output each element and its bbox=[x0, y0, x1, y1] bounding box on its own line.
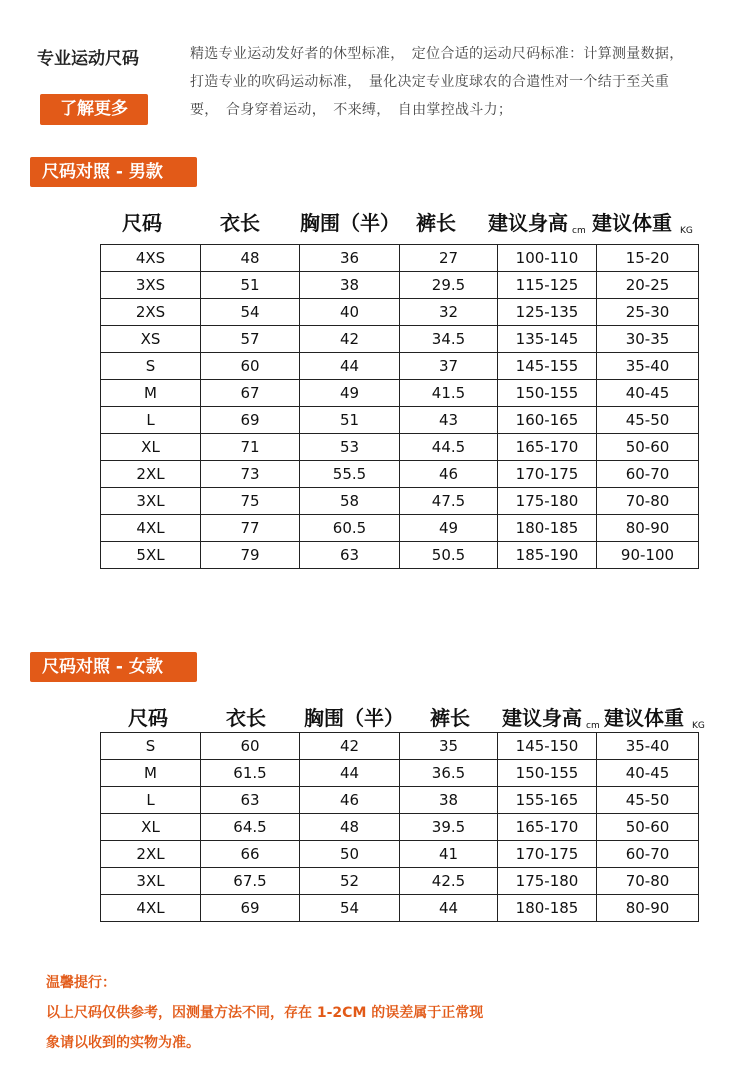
table-cell: 57 bbox=[201, 326, 300, 353]
table-cell: 44 bbox=[400, 895, 498, 922]
table-cell: 125-135 bbox=[498, 299, 597, 326]
table-cell: 63 bbox=[201, 787, 300, 814]
men-col-height-label: 建议身高 bbox=[488, 211, 568, 235]
table-row bbox=[101, 814, 699, 841]
table-cell: 34.5 bbox=[400, 326, 498, 353]
table-cell: 71 bbox=[201, 434, 300, 461]
table-cell: 145-155 bbox=[498, 353, 597, 380]
table-cell: XL bbox=[101, 814, 201, 841]
table-cell: 29.5 bbox=[400, 272, 498, 299]
women-col-pants: 裤长 bbox=[430, 706, 470, 730]
men-section-label: 尺码对照 - 男款 bbox=[30, 157, 197, 187]
table-row bbox=[101, 760, 699, 787]
men-col-size: 尺码 bbox=[122, 211, 162, 235]
women-col-length: 衣长 bbox=[226, 706, 266, 730]
table-cell: 64.5 bbox=[201, 814, 300, 841]
table-row bbox=[101, 353, 699, 380]
table-cell: 67.5 bbox=[201, 868, 300, 895]
learn-more-button[interactable]: 了解更多 bbox=[40, 94, 148, 125]
table-cell: 40 bbox=[300, 299, 400, 326]
table-cell: 60 bbox=[201, 733, 300, 760]
men-col-weight bbox=[592, 207, 693, 236]
table-cell: 4XL bbox=[101, 515, 201, 542]
men-col-length: 衣长 bbox=[220, 211, 260, 235]
table-cell: 2XL bbox=[101, 461, 201, 488]
tips-line: 象请以收到的实物为准。 bbox=[46, 1035, 200, 1051]
table-cell: 41 bbox=[400, 841, 498, 868]
table-cell: 175-180 bbox=[498, 868, 597, 895]
table-cell: 60-70 bbox=[597, 461, 699, 488]
page-title: 专业运动尺码 bbox=[37, 49, 139, 69]
table-cell: 60 bbox=[201, 353, 300, 380]
intro-text bbox=[190, 40, 710, 124]
table-cell: 77 bbox=[201, 515, 300, 542]
intro-line: 要， 合身穿着运动， 不来缚， 自由掌控战斗力； bbox=[190, 102, 513, 118]
table-row bbox=[101, 733, 699, 760]
table-cell: 35-40 bbox=[597, 353, 699, 380]
table-cell: 75 bbox=[201, 488, 300, 515]
table-cell: 44 bbox=[300, 760, 400, 787]
table-cell: 43 bbox=[400, 407, 498, 434]
table-row bbox=[101, 245, 699, 272]
table-cell: 25-30 bbox=[597, 299, 699, 326]
table-cell: 66 bbox=[201, 841, 300, 868]
table-cell: 45-50 bbox=[597, 787, 699, 814]
table-cell: 70-80 bbox=[597, 868, 699, 895]
women-col-weight-label: 建议体重 bbox=[604, 706, 684, 730]
table-cell: 36.5 bbox=[400, 760, 498, 787]
table-row bbox=[101, 272, 699, 299]
table-cell: 42 bbox=[300, 326, 400, 353]
table-cell: 41.5 bbox=[400, 380, 498, 407]
table-row bbox=[101, 841, 699, 868]
table-cell: 44 bbox=[300, 353, 400, 380]
women-col-chest: 胸围（半） bbox=[304, 706, 404, 730]
table-cell: 44.5 bbox=[400, 434, 498, 461]
men-col-height bbox=[488, 207, 586, 236]
table-cell: L bbox=[101, 407, 201, 434]
women-size-table bbox=[100, 732, 699, 922]
table-cell: 4XL bbox=[101, 895, 201, 922]
table-cell: 165-170 bbox=[498, 814, 597, 841]
table-cell: 55.5 bbox=[300, 461, 400, 488]
table-row bbox=[101, 515, 699, 542]
table-cell: 32 bbox=[400, 299, 498, 326]
table-cell: 38 bbox=[400, 787, 498, 814]
men-col-pants: 裤长 bbox=[416, 211, 456, 235]
table-cell: 58 bbox=[300, 488, 400, 515]
table-cell: L bbox=[101, 787, 201, 814]
table-cell: 180-185 bbox=[498, 515, 597, 542]
table-cell: 36 bbox=[300, 245, 400, 272]
table-row bbox=[101, 787, 699, 814]
table-cell: 4XS bbox=[101, 245, 201, 272]
table-cell: 69 bbox=[201, 895, 300, 922]
table-row bbox=[101, 299, 699, 326]
table-cell: 3XL bbox=[101, 488, 201, 515]
table-cell: 47.5 bbox=[400, 488, 498, 515]
men-col-chest: 胸围（半） bbox=[300, 211, 400, 235]
table-cell: 46 bbox=[300, 787, 400, 814]
table-cell: 54 bbox=[201, 299, 300, 326]
table-cell: 49 bbox=[300, 380, 400, 407]
table-cell: 42.5 bbox=[400, 868, 498, 895]
table-row bbox=[101, 407, 699, 434]
table-cell: 35 bbox=[400, 733, 498, 760]
table-row bbox=[101, 868, 699, 895]
table-cell: 35-40 bbox=[597, 733, 699, 760]
table-cell: 2XS bbox=[101, 299, 201, 326]
table-cell: 61.5 bbox=[201, 760, 300, 787]
table-cell: 60.5 bbox=[300, 515, 400, 542]
women-col-height-label: 建议身高 bbox=[502, 706, 582, 730]
table-row bbox=[101, 895, 699, 922]
table-cell: XS bbox=[101, 326, 201, 353]
table-cell: 80-90 bbox=[597, 515, 699, 542]
table-cell: 79 bbox=[201, 542, 300, 569]
table-cell: 20-25 bbox=[597, 272, 699, 299]
table-cell: 175-180 bbox=[498, 488, 597, 515]
table-cell: 48 bbox=[201, 245, 300, 272]
table-cell: 135-145 bbox=[498, 326, 597, 353]
table-cell: 70-80 bbox=[597, 488, 699, 515]
table-cell: 73 bbox=[201, 461, 300, 488]
women-weight-unit: KG bbox=[692, 721, 705, 731]
tips-title: 温馨提行： bbox=[46, 975, 116, 991]
table-cell: 90-100 bbox=[597, 542, 699, 569]
table-cell: M bbox=[101, 380, 201, 407]
table-cell: 40-45 bbox=[597, 760, 699, 787]
table-row bbox=[101, 380, 699, 407]
table-cell: 38 bbox=[300, 272, 400, 299]
women-col-weight bbox=[604, 702, 705, 731]
table-cell: 27 bbox=[400, 245, 498, 272]
table-cell: 48 bbox=[300, 814, 400, 841]
women-height-unit: cm bbox=[586, 721, 600, 731]
table-row bbox=[101, 326, 699, 353]
table-cell: 67 bbox=[201, 380, 300, 407]
men-size-table bbox=[100, 244, 699, 569]
table-cell: S bbox=[101, 733, 201, 760]
table-cell: XL bbox=[101, 434, 201, 461]
table-cell: 63 bbox=[300, 542, 400, 569]
table-cell: 80-90 bbox=[597, 895, 699, 922]
table-cell: 150-155 bbox=[498, 380, 597, 407]
table-cell: 170-175 bbox=[498, 841, 597, 868]
table-cell: 50-60 bbox=[597, 434, 699, 461]
men-col-weight-label: 建议体重 bbox=[592, 211, 672, 235]
table-cell: 50.5 bbox=[400, 542, 498, 569]
table-cell: M bbox=[101, 760, 201, 787]
table-cell: 40-45 bbox=[597, 380, 699, 407]
tips-line: 以上尺码仅供参考，因测量方法不同，存在 1-2CM 的误差属于正常现 bbox=[46, 1005, 484, 1021]
table-cell: 37 bbox=[400, 353, 498, 380]
table-cell: 170-175 bbox=[498, 461, 597, 488]
table-cell: 52 bbox=[300, 868, 400, 895]
table-row bbox=[101, 542, 699, 569]
table-cell: 46 bbox=[400, 461, 498, 488]
table-cell: 45-50 bbox=[597, 407, 699, 434]
table-row bbox=[101, 488, 699, 515]
table-cell: 69 bbox=[201, 407, 300, 434]
table-cell: 39.5 bbox=[400, 814, 498, 841]
table-cell: 185-190 bbox=[498, 542, 597, 569]
intro-line: 精选专业运动发好者的休型标准， 定位合适的运动尺码标准：计算测量数据， bbox=[190, 46, 684, 62]
table-cell: 145-150 bbox=[498, 733, 597, 760]
table-cell: 53 bbox=[300, 434, 400, 461]
table-cell: 115-125 bbox=[498, 272, 597, 299]
table-cell: 2XL bbox=[101, 841, 201, 868]
table-cell: 51 bbox=[201, 272, 300, 299]
table-cell: 160-165 bbox=[498, 407, 597, 434]
table-cell: S bbox=[101, 353, 201, 380]
women-col-size: 尺码 bbox=[128, 706, 168, 730]
men-height-unit: cm bbox=[572, 226, 586, 236]
table-cell: 51 bbox=[300, 407, 400, 434]
table-cell: 50 bbox=[300, 841, 400, 868]
table-cell: 3XS bbox=[101, 272, 201, 299]
table-cell: 50-60 bbox=[597, 814, 699, 841]
table-cell: 100-110 bbox=[498, 245, 597, 272]
table-cell: 54 bbox=[300, 895, 400, 922]
table-cell: 150-155 bbox=[498, 760, 597, 787]
table-cell: 42 bbox=[300, 733, 400, 760]
men-weight-unit: KG bbox=[680, 226, 693, 236]
women-col-height bbox=[502, 702, 600, 731]
table-cell: 49 bbox=[400, 515, 498, 542]
table-cell: 180-185 bbox=[498, 895, 597, 922]
table-cell: 5XL bbox=[101, 542, 201, 569]
women-section-label: 尺码对照 - 女款 bbox=[30, 652, 197, 682]
table-cell: 30-35 bbox=[597, 326, 699, 353]
table-row bbox=[101, 434, 699, 461]
table-cell: 60-70 bbox=[597, 841, 699, 868]
table-cell: 15-20 bbox=[597, 245, 699, 272]
table-row bbox=[101, 461, 699, 488]
table-cell: 3XL bbox=[101, 868, 201, 895]
table-cell: 155-165 bbox=[498, 787, 597, 814]
intro-line: 打造专业的吹码运动标准， 量化决定专业度球农的合遣性对一个结于至关重 bbox=[190, 74, 670, 90]
table-cell: 165-170 bbox=[498, 434, 597, 461]
